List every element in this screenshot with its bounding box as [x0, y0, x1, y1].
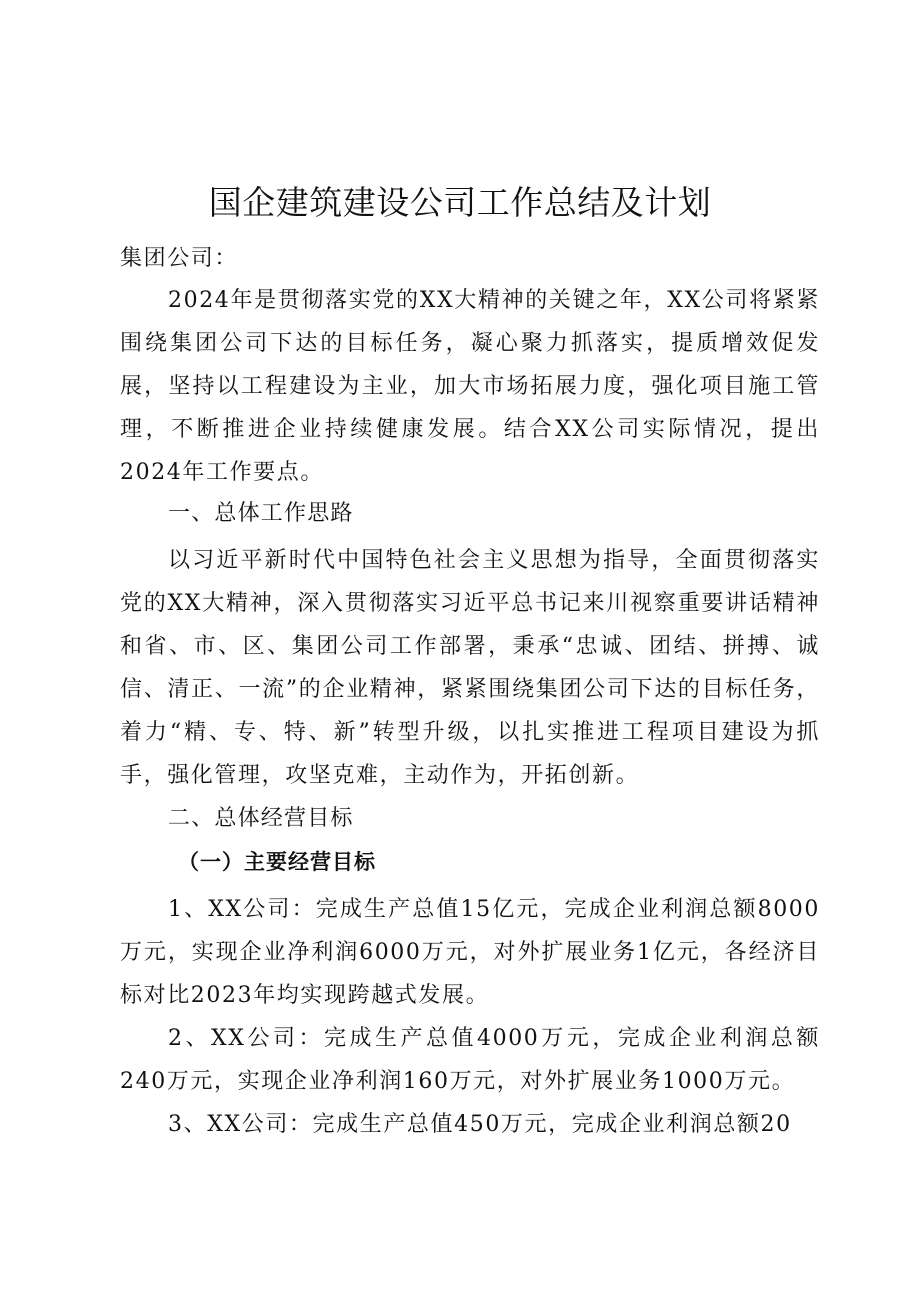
salutation: 集团公司： — [120, 246, 239, 271]
section-heading-1: 一、总体工作思路 — [168, 501, 354, 526]
target-item-3: 3、XX公司：完成生产总值450万元，完成企业利润总额20 — [168, 1112, 792, 1137]
section-heading-2: 二、总体经营目标 — [168, 806, 354, 831]
section-1-paragraph: 以习近平新时代中国特色社会主义思想为指导，全面贯彻落实党的XX大精神，深入贯彻落实习近平总书记来川视察重要讲话精神和省、市、区、集团公司工作部署，秉承“忠诚、团结、拼搏、诚信、清正、一流”的企业精神，紧紧围绕集团公司下达的目标任务，着力“精、专、特、新”转型升级，以扎实推进工程项目建设为抓手，强化管理，攻坚克难，主动作为，开拓创新。 — [120, 548, 820, 788]
document-title: 国企建筑建设公司工作总结及计划 — [208, 183, 712, 222]
target-item-2: 2、XX公司：完成生产总值4000万元，完成企业利润总额240万元，实现企业净利润160万元，对外扩展业务1000万元。 — [120, 1026, 820, 1094]
intro-paragraph: 2024年是贯彻落实党的XX大精神的关键之年，XX公司将紧紧围绕集团公司下达的目标任务，凝心聚力抓落实，提质增效促发展，坚持以工程建设为主业，加大市场拓展力度，强化项目施工管理，不断推进企业持续健康发展。结合XX公司实际情况，提出2024年工作要点。 — [120, 288, 820, 485]
subsection-heading: （一）主要经营目标 — [178, 850, 376, 874]
target-item-1: 1、XX公司：完成生产总值15亿元，完成企业利润总额8000万元，实现企业净利润6000万元，对外扩展业务1亿元，各经济目标对比2023年均实现跨越式发展。 — [120, 897, 820, 1008]
